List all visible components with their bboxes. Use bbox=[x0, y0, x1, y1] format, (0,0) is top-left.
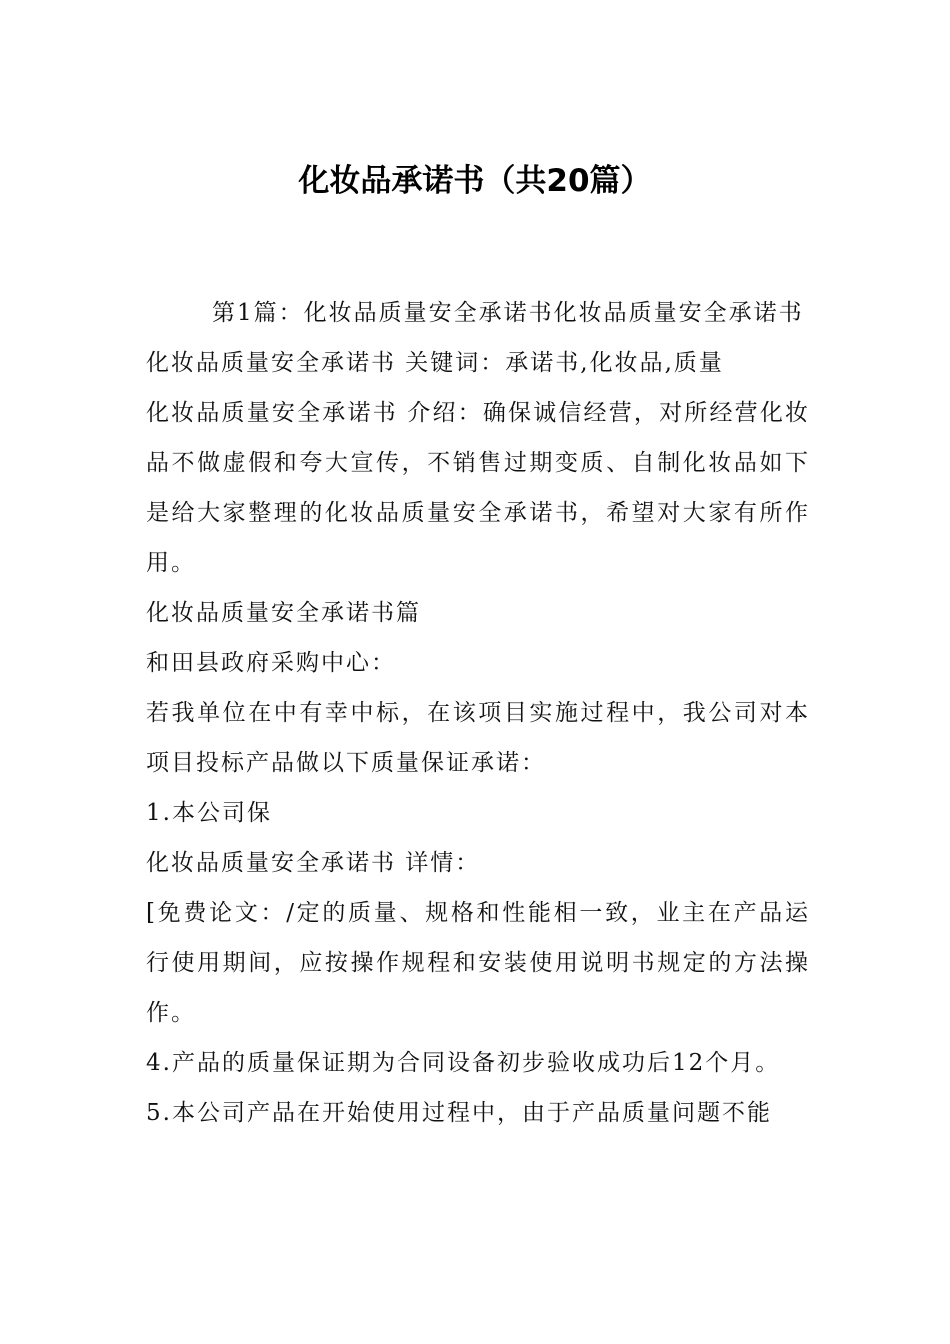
paragraph-4: 化妆品质量安全承诺书篇 bbox=[146, 600, 421, 626]
paragraph-10: 4.产品的质量保证期为合同设备初步验收成功后12个月。 bbox=[146, 1050, 781, 1076]
paragraph-1: 第1篇：化妆品质量安全承诺书化妆品质量安全承诺书 bbox=[212, 300, 804, 326]
paragraph-5: 和田县政府采购中心： bbox=[146, 650, 396, 676]
document-body bbox=[146, 288, 810, 1138]
paragraph-7: 1.本公司保 bbox=[146, 800, 272, 826]
paragraph-6: 若我单位在中有幸中标，在该项目实施过程中，我公司对本项目投标产品做以下质量保证承诺： bbox=[146, 700, 810, 776]
paragraph-11: 5.本公司产品在开始使用过程中，由于产品质量问题不能 bbox=[146, 1100, 772, 1126]
paragraph-3: 化妆品质量安全承诺书 介绍：确保诚信经营，对所经营化妆品不做虚假和夸大宣传，不销售过期变质、自制化妆品如下是给大家整理的化妆品质量安全承诺书，希望对大家有所作用。 bbox=[146, 400, 810, 576]
paragraph-2: 化妆品质量安全承诺书 关键词：承诺书,化妆品,质量 bbox=[146, 350, 724, 376]
document-title: 化妆品承诺书（共20篇） bbox=[298, 163, 652, 199]
paragraph-8: 化妆品质量安全承诺书 详情： bbox=[146, 850, 481, 876]
paragraph-9: [免费论文：/定的质量、规格和性能相一致，业主在产品运行使用期间，应按操作规程和安装使用说明书规定的方法操作。 bbox=[146, 900, 810, 1026]
